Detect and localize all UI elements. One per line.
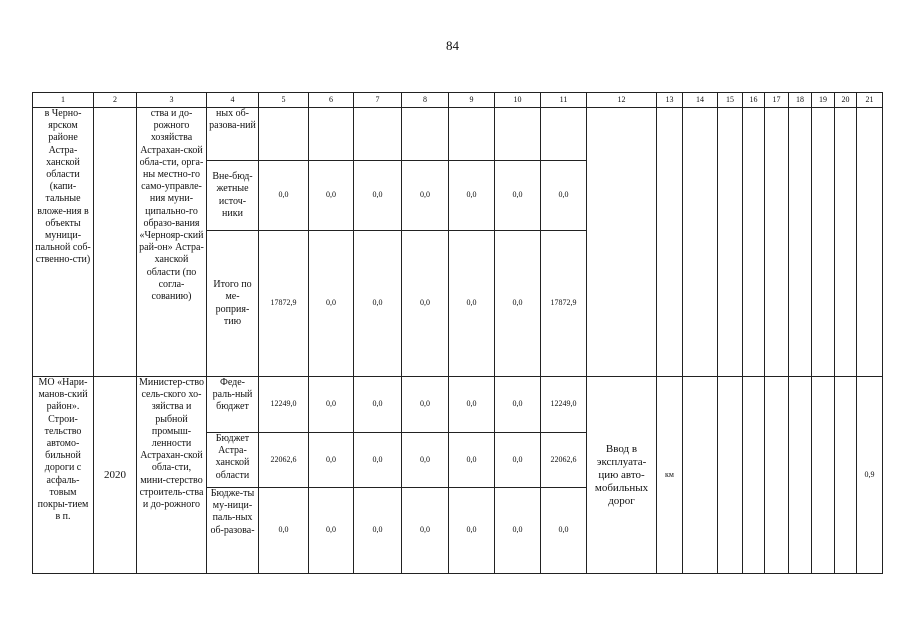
value-cell: 0,0	[309, 231, 354, 377]
value-cell: 0,0	[402, 488, 449, 574]
year-cell	[94, 108, 137, 377]
value-cell	[309, 108, 354, 161]
column-header: 15	[718, 93, 743, 108]
value-cell: 0,0	[495, 377, 541, 433]
indicator-cell: Ввод в эксплуата-цию авто-мобильных дорог	[587, 377, 657, 574]
value-cell	[259, 108, 309, 161]
column-header: 10	[495, 93, 541, 108]
value-cell: 0,0	[309, 433, 354, 488]
budget-table	[32, 92, 883, 574]
column-header: 20	[835, 93, 857, 108]
funding-source-cell: Феде-раль-ный бюджет	[207, 377, 259, 433]
empty-cell	[743, 108, 765, 377]
empty-cell	[765, 377, 789, 574]
empty-cell	[765, 108, 789, 377]
value-cell: 0,0	[541, 488, 587, 574]
value-cell: 0,0	[449, 433, 495, 488]
value-cell: 0,0	[309, 377, 354, 433]
value-cell: 0,0	[449, 377, 495, 433]
column-header: 6	[309, 93, 354, 108]
value-cell	[495, 108, 541, 161]
funding-source-cell: Вне-бюд-жетные источ-ники	[207, 161, 259, 231]
empty-cell	[835, 108, 857, 377]
column-header: 4	[207, 93, 259, 108]
column-header: 3	[137, 93, 207, 108]
funding-source-cell: Бюджет Астра-ханской области	[207, 433, 259, 488]
column-header: 7	[354, 93, 402, 108]
value-cell: 0,0	[402, 433, 449, 488]
value-cell: 0,0	[354, 433, 402, 488]
value-cell: 22062,6	[259, 433, 309, 488]
funding-source-cell: Итого по ме-роприя-тию	[207, 231, 259, 377]
value-cell: 12249,0	[259, 377, 309, 433]
value-cell: 0,0	[402, 161, 449, 231]
value-cell: 0,0	[309, 161, 354, 231]
target-value-cell: 0,9	[857, 377, 883, 574]
column-header: 16	[743, 93, 765, 108]
empty-cell	[812, 377, 835, 574]
column-header: 9	[449, 93, 495, 108]
value-cell: 22062,6	[541, 433, 587, 488]
page-number: 84	[446, 38, 459, 53]
empty-cell	[743, 377, 765, 574]
executor-cell: ства и до-рожного хозяйства Астрахан-ской обла-сти, орга-ны местно-го само-управле-ния муни-ципально-го образо-вания «Чернояр-ский рай-он» Астра-ханской области (по согла-сованию)	[137, 108, 207, 377]
funding-source-cell: Бюдже-ты му-ници-паль-ных об-разова-	[207, 488, 259, 574]
column-header: 2	[94, 93, 137, 108]
empty-cell	[789, 377, 812, 574]
year-cell: 2020	[94, 377, 137, 574]
column-header: 11	[541, 93, 587, 108]
value-cell	[449, 108, 495, 161]
value-cell	[354, 108, 402, 161]
value-cell: 0,0	[354, 377, 402, 433]
column-header: 14	[683, 93, 718, 108]
executor-cell: Министер-ство сель-ского хо-зяйства и рыбной промыш-ленности Астрахан-ской обла-сти, мини-стерство строитель-ства и до-рожного	[137, 377, 207, 574]
column-header: 18	[789, 93, 812, 108]
column-header: 21	[857, 93, 883, 108]
column-header: 1	[33, 93, 94, 108]
value-cell: 0,0	[259, 488, 309, 574]
value-cell: 0,0	[354, 231, 402, 377]
value-cell	[402, 108, 449, 161]
empty-cell	[718, 377, 743, 574]
value-cell	[541, 108, 587, 161]
table-row	[33, 377, 883, 433]
column-header: 12	[587, 93, 657, 108]
column-header: 13	[657, 93, 683, 108]
empty-cell	[683, 377, 718, 574]
value-cell: 0,0	[495, 231, 541, 377]
value-cell: 0,0	[495, 488, 541, 574]
indicator-cell	[587, 108, 657, 377]
value-cell: 0,0	[402, 377, 449, 433]
funding-source-cell: ных об-разова-ний	[207, 108, 259, 161]
empty-cell	[718, 108, 743, 377]
measure-name-cell: МО «Нари-манов-ский район». Строи-тельство автомо-бильной дороги с асфаль-товым покры-тием в п.	[33, 377, 94, 574]
column-header: 17	[765, 93, 789, 108]
value-cell: 12249,0	[541, 377, 587, 433]
unit-cell: км	[657, 377, 683, 574]
empty-cell	[812, 108, 835, 377]
value-cell: 17872,9	[259, 231, 309, 377]
value-cell: 0,0	[402, 231, 449, 377]
header-row	[33, 93, 883, 108]
value-cell: 0,0	[449, 161, 495, 231]
unit-cell	[657, 108, 683, 377]
column-header: 8	[402, 93, 449, 108]
value-cell: 0,0	[259, 161, 309, 231]
table-row	[33, 108, 883, 161]
value-cell: 0,0	[449, 488, 495, 574]
column-header: 19	[812, 93, 835, 108]
measure-name-cell: в Черно-ярском районе Астра-ханской области (капи-тальные вложе-ния в объекты муници-пальной соб-ственно-сти)	[33, 108, 94, 377]
value-cell: 0,0	[495, 161, 541, 231]
empty-cell	[789, 108, 812, 377]
empty-cell	[857, 108, 883, 377]
value-cell: 0,0	[449, 231, 495, 377]
value-cell: 0,0	[354, 488, 402, 574]
column-header: 5	[259, 93, 309, 108]
value-cell: 0,0	[309, 488, 354, 574]
empty-cell	[835, 377, 857, 574]
value-cell: 0,0	[541, 161, 587, 231]
empty-cell	[683, 108, 718, 377]
value-cell: 0,0	[354, 161, 402, 231]
value-cell: 0,0	[495, 433, 541, 488]
value-cell: 17872,9	[541, 231, 587, 377]
